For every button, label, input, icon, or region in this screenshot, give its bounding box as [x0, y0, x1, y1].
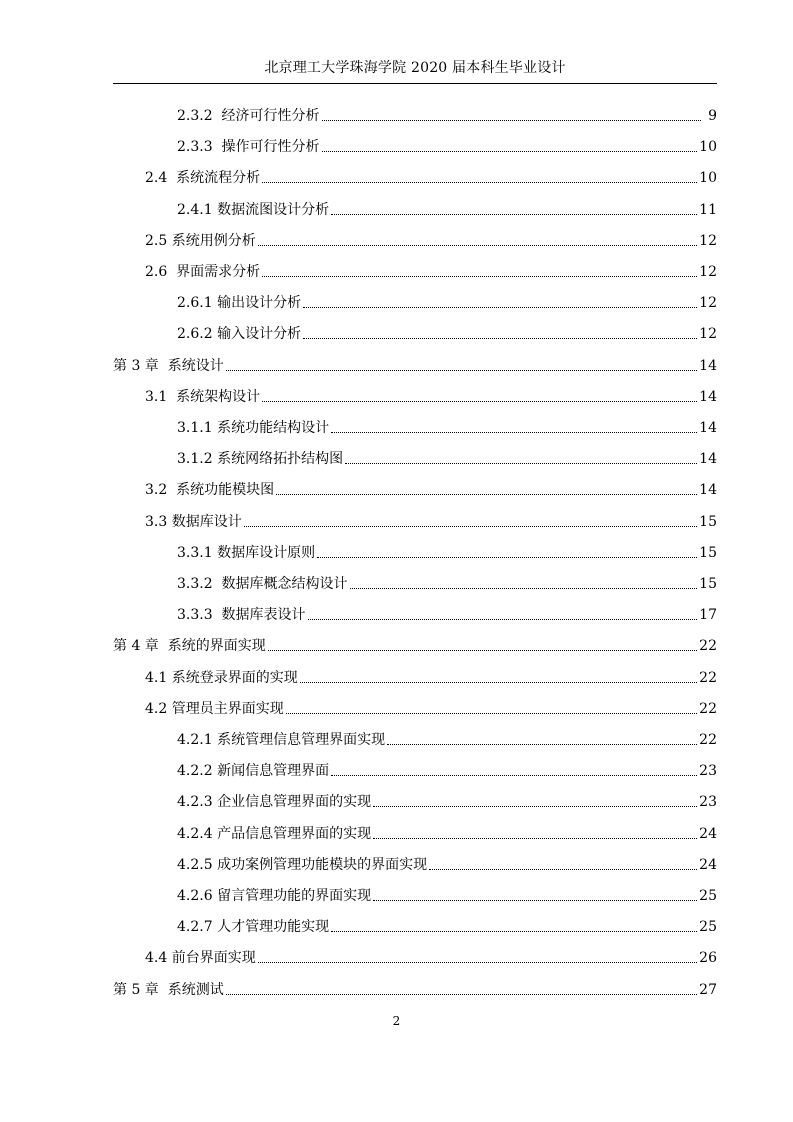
- toc-entry-label: 3.3.1 数据库设计原则: [177, 544, 316, 561]
- toc-entry[interactable]: [145, 376, 717, 407]
- toc-entry-label: 3.3.3 数据库表设计: [177, 607, 306, 624]
- toc-dot-leader: [262, 401, 697, 402]
- toc-dot-leader: [322, 151, 698, 152]
- toc-dot-leader: [244, 526, 697, 527]
- toc-entry-label: 2.3.2 经济可行性分析: [177, 108, 320, 124]
- toc-entry-label: 3.3 数据库设计: [145, 513, 242, 530]
- toc-entry[interactable]: [145, 688, 717, 719]
- toc-entry[interactable]: [177, 126, 717, 157]
- toc-entry[interactable]: [177, 563, 717, 594]
- toc-entry[interactable]: [177, 719, 717, 750]
- toc-entry-label: 第 3 章 系统设计: [113, 357, 224, 374]
- toc-dot-leader: [350, 588, 698, 589]
- toc-entry[interactable]: [177, 844, 717, 875]
- toc-dot-leader: [322, 120, 701, 121]
- toc-dot-leader: [373, 806, 697, 807]
- toc-entry-page: 11: [699, 201, 717, 218]
- toc-entry-page: 10: [699, 170, 717, 187]
- toc-entry-page: 25: [699, 919, 717, 936]
- toc-entry-page: 14: [699, 388, 717, 405]
- toc-entry-page: 10: [699, 139, 717, 156]
- toc-dot-leader: [429, 869, 697, 870]
- toc-dot-leader: [345, 463, 697, 464]
- toc-dot-leader: [258, 962, 697, 963]
- toc-entry-page: 24: [699, 856, 717, 873]
- toc-entry-page: 26: [699, 950, 717, 967]
- page-header-title: 北京理工大学珠海学院 2020 届本科生毕业设计: [264, 60, 566, 76]
- toc-entry-page: 22: [699, 638, 717, 655]
- toc-entry-label: 4.2.5 成功案例管理功能模块的界面实现: [177, 856, 428, 873]
- header-rule: [113, 83, 717, 84]
- toc-entry-page: 9: [708, 108, 717, 124]
- toc-dot-leader: [387, 744, 697, 745]
- toc-entry-label: 2.6 界面需求分析: [145, 264, 261, 280]
- toc-entry-label: 3.1 系统架构设计: [145, 388, 261, 405]
- toc-dot-leader: [300, 682, 697, 683]
- toc-entry-label: 2.4.1 数据流图设计分析: [177, 201, 330, 218]
- toc-entry-page: 25: [699, 888, 717, 904]
- toc-dot-leader: [258, 245, 697, 246]
- toc-entry-page: 14: [699, 420, 717, 436]
- toc-entry[interactable]: [177, 594, 717, 625]
- toc-entry-page: 15: [699, 576, 717, 592]
- toc-entry[interactable]: [177, 438, 717, 469]
- toc-entry-label: 4.4 前台界面实现: [145, 950, 256, 967]
- toc-entry-label: 2.3.3 操作可行性分析: [177, 139, 320, 156]
- toc-entry-label: 2.4 系统流程分析: [145, 170, 261, 187]
- toc-entry-label: 第 4 章 系统的界面实现: [113, 638, 266, 655]
- toc-entry-label: 2.6.2 输入设计分析: [177, 326, 302, 343]
- toc-entry-page: 22: [699, 669, 717, 686]
- toc-entry-label: 2.5 系统用例分析: [145, 232, 256, 249]
- toc-entry-label: 3.1.1 系统功能结构设计: [177, 420, 330, 436]
- toc-entry[interactable]: [145, 157, 717, 188]
- toc-entry[interactable]: [113, 969, 717, 1000]
- toc-entry-label: 3.1.2 系统网络拓扑结构图: [177, 451, 344, 468]
- toc-dot-leader: [373, 838, 697, 839]
- toc-entry[interactable]: [177, 906, 717, 937]
- toc-dot-leader: [226, 370, 697, 371]
- toc-entry-label: 4.2.2 新闻信息管理界面: [177, 763, 330, 780]
- toc-entry[interactable]: [177, 781, 717, 812]
- toc-dot-leader: [308, 619, 698, 620]
- toc-entry[interactable]: [177, 750, 717, 781]
- toc-entry-page: 23: [699, 763, 717, 780]
- toc-entry[interactable]: [177, 189, 717, 220]
- toc-entry-page: 14: [699, 451, 717, 468]
- toc-entry-page: 12: [699, 232, 717, 249]
- toc-entry-page: 14: [699, 357, 717, 374]
- toc-dot-leader: [317, 557, 697, 558]
- toc-entry-page: 12: [699, 295, 717, 312]
- toc-entry-page: 15: [699, 513, 717, 530]
- toc-entry-page: 12: [699, 264, 717, 280]
- toc-entry[interactable]: [177, 282, 717, 313]
- toc-entry[interactable]: [177, 532, 717, 563]
- toc-entry-label: 3.2 系统功能模块图: [145, 482, 275, 499]
- toc-dot-leader: [331, 931, 697, 932]
- toc-entry[interactable]: [177, 95, 717, 126]
- toc-entry-page: 14: [699, 482, 717, 499]
- toc-entry-label: 第 5 章 系统测试: [113, 981, 224, 998]
- toc-entry-page: 12: [699, 326, 717, 343]
- toc-dot-leader: [268, 650, 697, 651]
- toc-entry[interactable]: [145, 220, 717, 251]
- toc-entry[interactable]: [145, 501, 717, 532]
- toc-entry[interactable]: [177, 875, 717, 906]
- toc-dot-leader: [262, 276, 697, 277]
- toc-entry-page: 15: [699, 544, 717, 561]
- toc-entry[interactable]: [145, 657, 717, 688]
- toc-dot-leader: [286, 713, 697, 714]
- toc-entry[interactable]: [113, 625, 717, 656]
- toc-entry[interactable]: [145, 469, 717, 500]
- toc-entry-page: 24: [699, 825, 717, 842]
- toc-entry-label: 4.2.4 产品信息管理界面的实现: [177, 825, 372, 842]
- toc-dot-leader: [373, 900, 697, 901]
- toc-dot-leader: [303, 338, 697, 339]
- toc-entry-label: 2.6.1 输出设计分析: [177, 295, 302, 312]
- toc-entry-label: 3.3.2 数据库概念结构设计: [177, 576, 348, 592]
- toc-entry-page: 23: [699, 794, 717, 811]
- page-number: 2: [392, 1014, 401, 1028]
- toc-entry-label: 4.1 系统登录界面的实现: [145, 669, 298, 686]
- toc-entry[interactable]: [177, 813, 717, 844]
- toc-entry[interactable]: [177, 407, 717, 438]
- toc-entry-page: 17: [699, 607, 717, 624]
- toc-entry-label: 4.2.3 企业信息管理界面的实现: [177, 794, 372, 811]
- toc-dot-leader: [262, 182, 697, 183]
- toc-entry-page: 22: [699, 732, 717, 748]
- toc-entry[interactable]: [177, 313, 717, 344]
- toc-entry[interactable]: [145, 251, 717, 282]
- toc-entry[interactable]: [113, 345, 717, 376]
- toc-entry-label: 4.2.1 系统管理信息管理界面实现: [177, 732, 386, 748]
- toc-entry-label: 4.2 管理员主界面实现: [145, 700, 284, 717]
- toc-entry-page: 22: [699, 700, 717, 717]
- toc-dot-leader: [331, 432, 697, 433]
- toc-dot-leader: [303, 307, 697, 308]
- toc-entry[interactable]: [145, 937, 717, 968]
- toc-dot-leader: [226, 994, 697, 995]
- toc-entry-page: 27: [699, 981, 717, 998]
- toc-dot-leader: [331, 214, 697, 215]
- toc-entry-label: 4.2.7 人才管理功能实现: [177, 919, 330, 936]
- toc-entry-label: 4.2.6 留言管理功能的界面实现: [177, 888, 372, 904]
- toc-dot-leader: [331, 775, 697, 776]
- toc-dot-leader: [276, 494, 697, 495]
